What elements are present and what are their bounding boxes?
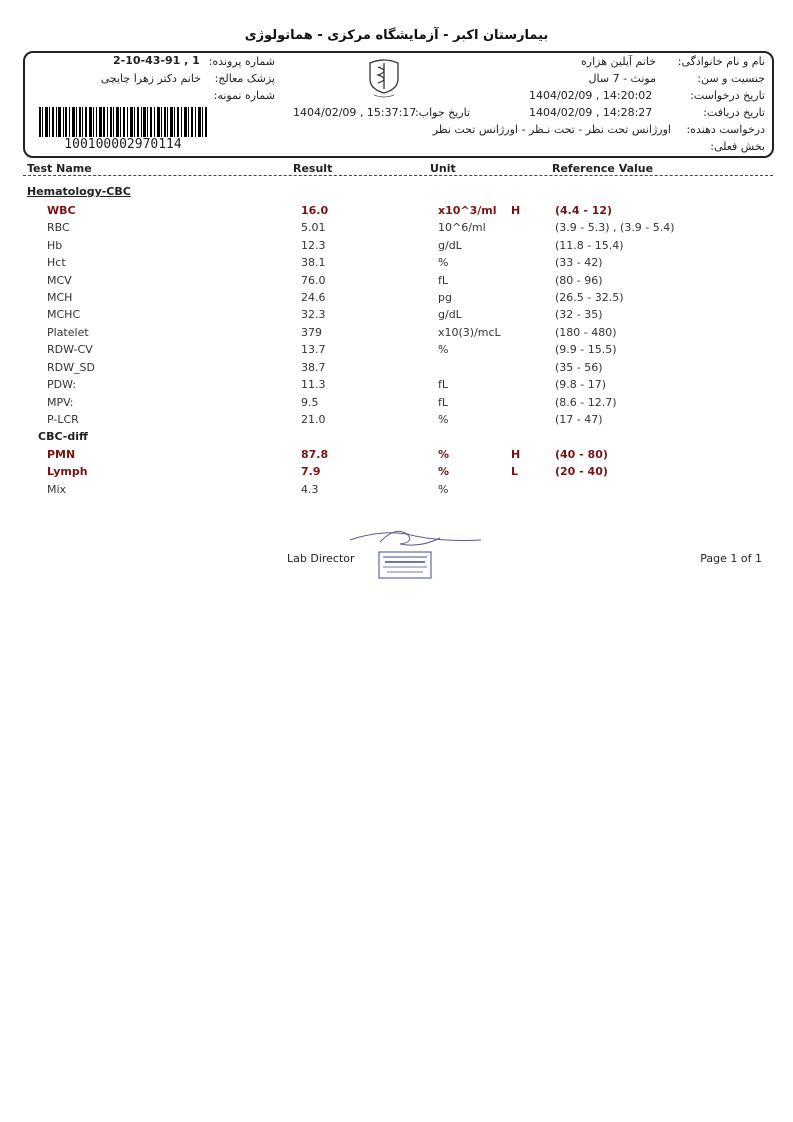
test-name: MCH — [47, 291, 73, 304]
request-date-value: 1404/02/09 , 14:20:02 — [529, 89, 653, 102]
test-name: Platelet — [47, 326, 89, 339]
test-name: PDW: — [47, 378, 77, 391]
university-logo-icon — [364, 55, 404, 100]
test-name: MPV: — [47, 396, 74, 409]
report-title: بیمارستان اکبر - آزمایشگاه مرکزی - هماتولوژی — [244, 28, 549, 43]
doctor-value: خانم دکتر زهرا چایچی — [100, 72, 201, 85]
test-reference: (3.9 - 5.3) , (3.9 - 5.4) — [555, 221, 675, 234]
table-row — [0, 326, 793, 342]
column-header-result: Result — [293, 162, 333, 175]
requester-label: درخواست دهنده: — [686, 123, 765, 136]
test-unit: pg — [438, 291, 452, 304]
test-name: Mix — [47, 483, 67, 496]
table-row — [0, 204, 793, 220]
test-name: Lymph — [47, 465, 88, 478]
lab-director-label: Lab Director — [287, 552, 355, 565]
ward-label: بخش فعلی: — [710, 140, 765, 153]
answer-date-label: تاریخ جواب: — [415, 106, 470, 119]
answer-date-value: 1404/02/09 , 15:37:17 — [293, 106, 417, 119]
receive-date-value: 1404/02/09 , 14:28:27 — [529, 106, 653, 119]
test-flag: H — [511, 204, 521, 217]
test-reference: (35 - 56) — [555, 361, 603, 374]
test-reference: (20 - 40) — [555, 465, 608, 478]
test-reference: (9.9 - 15.5) — [555, 343, 617, 356]
table-row — [0, 448, 793, 464]
test-name: RDW_SD — [47, 361, 95, 374]
test-reference: (33 - 42) — [555, 256, 603, 269]
test-unit: x10^3/ml — [438, 204, 497, 217]
column-header-reference: Reference Value — [552, 162, 654, 175]
request-date-label: تاریخ درخواست: — [690, 89, 765, 102]
test-result: 5.01 — [301, 221, 326, 234]
test-reference: (26.5 - 32.5) — [555, 291, 624, 304]
test-name: MCHC — [47, 308, 81, 321]
director-signature-icon — [345, 522, 485, 586]
test-unit: % — [438, 343, 449, 356]
table-row — [0, 274, 793, 290]
test-result: 13.7 — [301, 343, 326, 356]
test-unit: g/dL — [438, 308, 462, 321]
test-unit: % — [438, 256, 449, 269]
test-unit: % — [438, 465, 450, 478]
column-header-unit: Unit — [430, 162, 456, 175]
test-result: 87.8 — [301, 448, 329, 461]
test-reference: (80 - 96) — [555, 274, 603, 287]
header-separator — [23, 175, 773, 176]
test-unit: fL — [438, 378, 449, 391]
test-reference: (4.4 - 12) — [555, 204, 613, 217]
test-result: 38.1 — [301, 256, 326, 269]
test-result: 76.0 — [301, 274, 326, 287]
barcode-icon — [39, 107, 207, 137]
test-result: 4.3 — [301, 483, 319, 496]
table-row — [0, 239, 793, 255]
test-result: 21.0 — [301, 413, 326, 426]
test-result: 12.3 — [301, 239, 326, 252]
test-unit: g/dL — [438, 239, 462, 252]
test-reference: (17 - 47) — [555, 413, 603, 426]
test-unit: % — [438, 448, 450, 461]
test-result: 32.3 — [301, 308, 326, 321]
test-name: RDW-CV — [47, 343, 93, 356]
test-name: PMN — [47, 448, 76, 461]
test-flag: L — [511, 465, 519, 478]
test-unit: % — [438, 413, 449, 426]
table-row — [0, 396, 793, 412]
test-reference: (11.8 - 15.4) — [555, 239, 624, 252]
test-name: MCV — [47, 274, 72, 287]
gender-age-value: مونث - 7 سال — [588, 72, 656, 85]
file-number-value: 2-10-43-91 , 1 — [113, 54, 200, 67]
patient-name-value: خانم آیلین هزاره — [581, 55, 656, 68]
test-result: 16.0 — [301, 204, 329, 217]
test-name: WBC — [47, 204, 76, 217]
test-name: RBC — [47, 221, 70, 234]
table-row — [0, 256, 793, 272]
test-result: 9.5 — [301, 396, 319, 409]
receive-date-label: تاریخ دریافت: — [703, 106, 765, 119]
test-name: Hct — [47, 256, 66, 269]
table-row — [0, 413, 793, 429]
test-unit: fL — [438, 274, 449, 287]
test-reference: (9.8 - 17) — [555, 378, 607, 391]
test-result: 38.7 — [301, 361, 326, 374]
file-number-label: شماره پرونده: — [208, 55, 275, 68]
section-title: Hematology-CBC — [27, 185, 131, 198]
table-row — [0, 465, 793, 481]
test-reference: (8.6 - 12.7) — [555, 396, 617, 409]
test-unit: % — [438, 483, 449, 496]
test-unit: 10^6/ml — [438, 221, 486, 234]
test-name: P-LCR — [47, 413, 79, 426]
table-row — [0, 378, 793, 394]
test-result: 24.6 — [301, 291, 326, 304]
test-unit: x10(3)/mcL — [438, 326, 501, 339]
test-result: 379 — [301, 326, 322, 339]
patient-name-label: نام و نام خانوادگی: — [677, 55, 765, 68]
gender-age-label: جنسیت و سن: — [697, 72, 765, 85]
table-row — [0, 343, 793, 359]
requester-value: اورژانس تحت نظر - تحت نـظر - اورژانس تحت نظر — [432, 123, 671, 136]
test-name: Hb — [47, 239, 63, 252]
subsection-title: CBC-diff — [38, 430, 88, 443]
page-number: Page 1 of 1 — [700, 552, 762, 565]
test-flag: H — [511, 448, 521, 461]
doctor-label: پزشک معالج: — [214, 72, 275, 85]
column-header-test: Test Name — [27, 162, 92, 175]
test-unit: fL — [438, 396, 449, 409]
barcode-number: 100100002970114 — [64, 137, 182, 152]
table-row — [0, 361, 793, 377]
test-reference: (32 - 35) — [555, 308, 603, 321]
sample-number-label: شماره نمونه: — [213, 89, 275, 102]
test-reference: (40 - 80) — [555, 448, 608, 461]
test-result: 7.9 — [301, 465, 321, 478]
table-row — [0, 291, 793, 307]
table-row — [0, 221, 793, 237]
test-reference: (180 - 480) — [555, 326, 617, 339]
test-result: 11.3 — [301, 378, 326, 391]
table-row — [0, 483, 793, 499]
table-row — [0, 308, 793, 324]
